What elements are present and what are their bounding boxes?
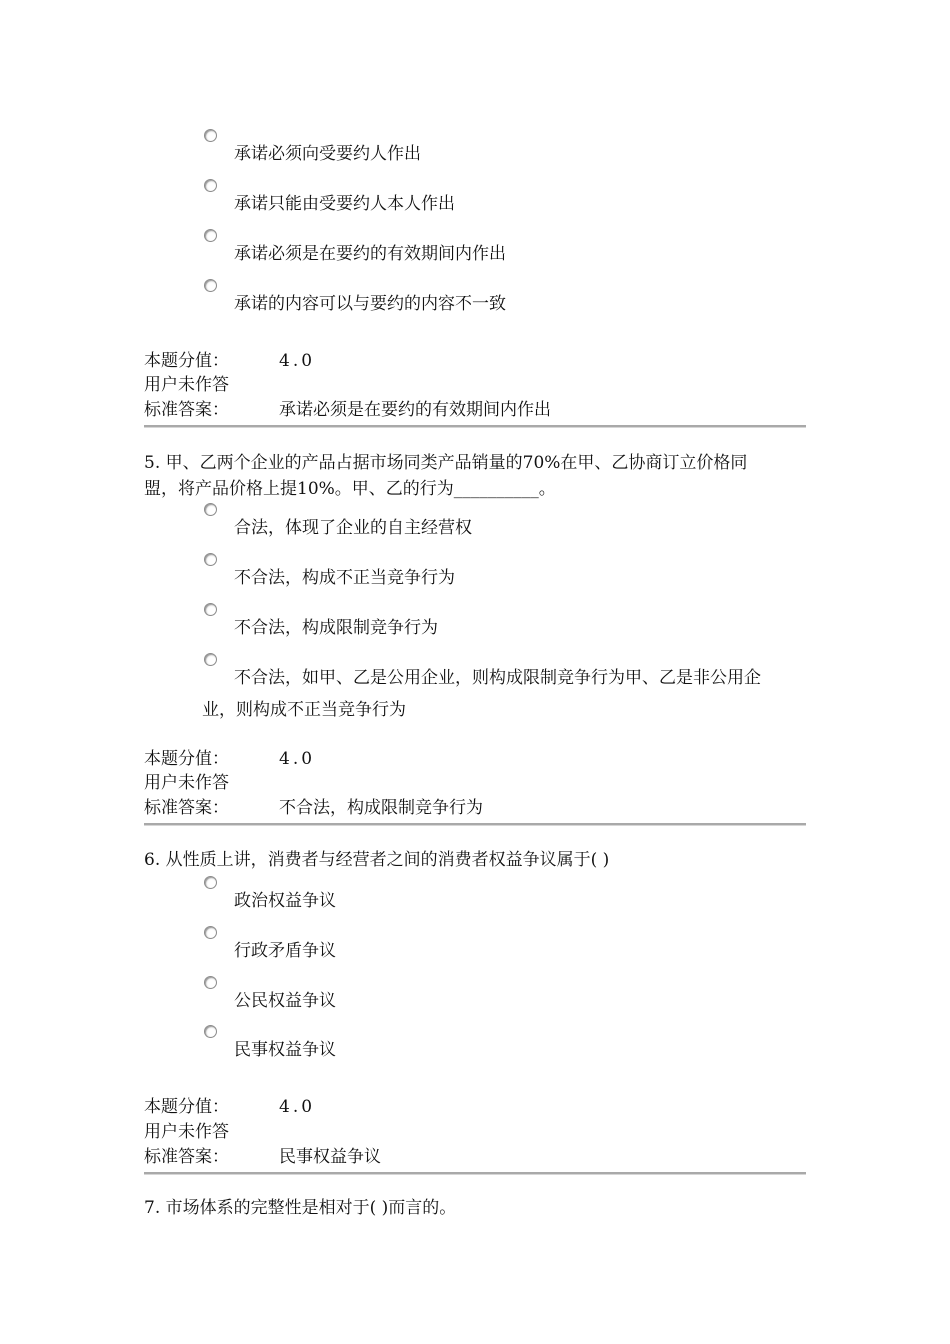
q7-question-text: 7. 市场体系的完整性是相对于( )而言的。 [144,1198,457,1218]
q5-answer-label: 标准答案： [144,798,229,818]
q6-option-2-label: 行政矛盾争议 [234,941,336,961]
q5-answer-value: 不合法，构成限制竞争行为 [279,798,483,818]
q5-score-label: 本题分值： [144,749,229,769]
q6-option-3-radio[interactable] [204,976,217,989]
q5-score-value: 4.0 [279,749,316,769]
q5-question-line-2: 盟，将产品价格上提10%。甲、乙的行为__________。 [144,479,556,499]
q5-option-4-label-line-1: 不合法，如甲、乙是公用企业，则构成限制竞争行为甲、乙是非公用企 [234,668,761,688]
q4-option-1-radio[interactable] [204,129,217,142]
q5-option-3-radio[interactable] [204,603,217,616]
q5-option-4-label-line-2: 业，则构成不正当竞争行为 [202,700,406,720]
q5-divider [144,823,806,826]
q6-score-label: 本题分值： [144,1097,229,1117]
q4-option-1-label: 承诺必须向受要约人作出 [234,144,421,164]
q6-score-value: 4.0 [279,1097,316,1117]
q6-option-2-radio[interactable] [204,926,217,939]
q4-option-3-radio[interactable] [204,229,217,242]
q5-option-3-label: 不合法，构成限制竞争行为 [234,618,438,638]
q5-option-2-radio[interactable] [204,553,217,566]
q5-option-1-label: 合法，体现了企业的自主经营权 [234,518,472,538]
q5-option-1-radio[interactable] [204,503,217,516]
q5-option-4-radio[interactable] [204,653,217,666]
q4-option-3-label: 承诺必须是在要约的有效期间内作出 [234,244,506,264]
q4-divider [144,425,806,428]
q6-question-text: 6. 从性质上讲，消费者与经营者之间的消费者权益争议属于( ) [144,850,610,870]
q6-option-3-label: 公民权益争议 [234,991,336,1011]
q5-user-status: 用户未作答 [144,773,229,793]
q4-score-label: 本题分值： [144,351,229,371]
q6-user-status: 用户未作答 [144,1122,229,1142]
q6-option-4-label: 民事权益争议 [234,1040,336,1060]
q4-option-2-radio[interactable] [204,179,217,192]
q4-option-2-label: 承诺只能由受要约人本人作出 [234,194,455,214]
q6-option-1-label: 政治权益争议 [234,891,336,911]
q5-option-2-label: 不合法，构成不正当竞争行为 [234,568,455,588]
q4-option-4-label: 承诺的内容可以与要约的内容不一致 [234,294,506,314]
q6-option-1-radio[interactable] [204,876,217,889]
q6-answer-value: 民事权益争议 [279,1147,381,1167]
q6-option-4-radio[interactable] [204,1025,217,1038]
q6-divider [144,1172,806,1175]
q6-answer-label: 标准答案： [144,1147,229,1167]
q4-user-status: 用户未作答 [144,375,229,395]
q4-answer-label: 标准答案： [144,400,229,420]
q4-answer-value: 承诺必须是在要约的有效期间内作出 [279,400,551,420]
q4-option-4-radio[interactable] [204,279,217,292]
q5-question-line-1: 5. 甲、乙两个企业的产品占据市场同类产品销量的70%在甲、乙协商订立价格同 [144,453,748,473]
q4-score-value: 4.0 [279,351,316,371]
